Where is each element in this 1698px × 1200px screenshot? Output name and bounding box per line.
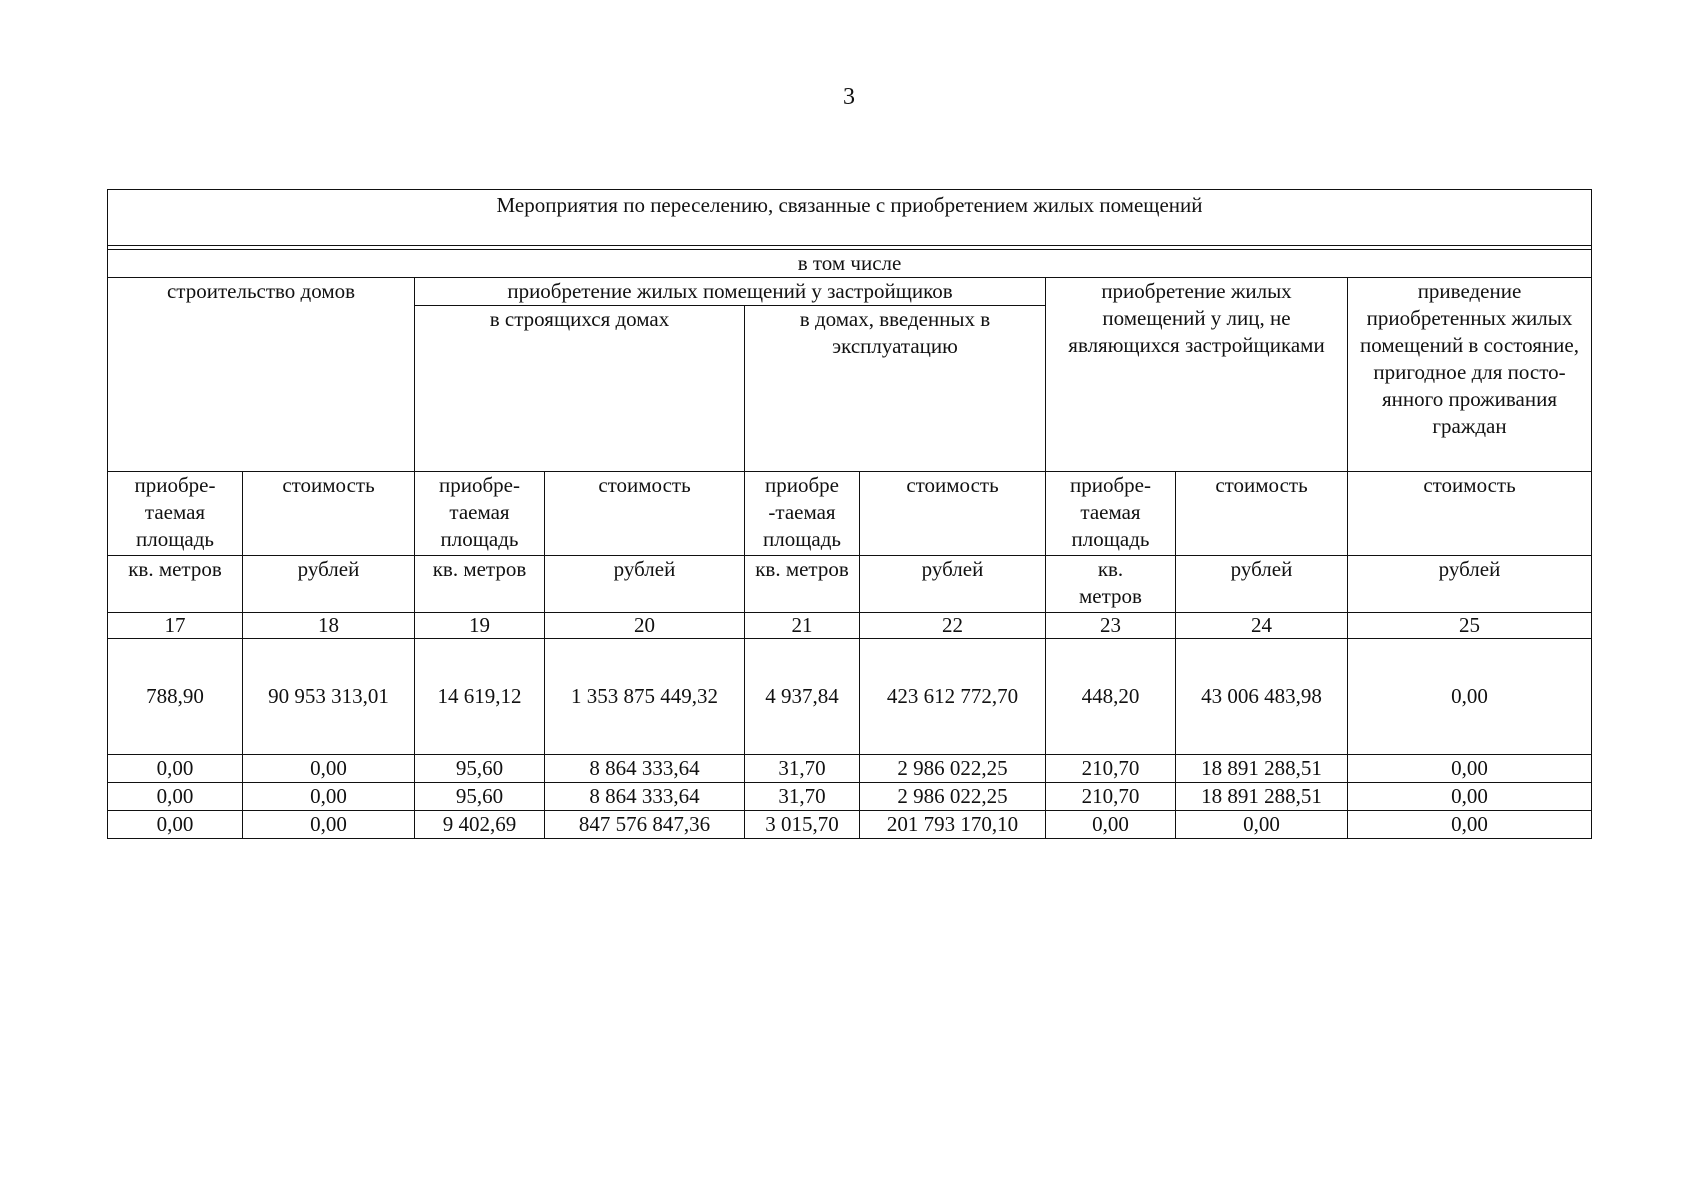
group-construction: строительство домов: [108, 278, 415, 472]
table-cell: 448,20: [1046, 639, 1176, 755]
table-cell: 18 891 288,51: [1176, 783, 1348, 811]
including-header: в том числе: [108, 250, 1592, 278]
metric-header-row: [108, 472, 1592, 556]
table-cell: 423 612 772,70: [860, 639, 1046, 755]
table-cell: 0,00: [243, 755, 415, 783]
table-cell: 9 402,69: [415, 811, 545, 839]
metric-header: приобре-таемая площадь: [1046, 472, 1176, 556]
table-cell: 95,60: [415, 755, 545, 783]
subgroup-under-construction: в строящихся домах: [415, 306, 745, 472]
table-cell: 8 864 333,64: [545, 755, 745, 783]
table-cell: 847 576 847,36: [545, 811, 745, 839]
table-cell: 43 006 483,98: [1176, 639, 1348, 755]
table-cell: 0,00: [108, 811, 243, 839]
table-cell: 2 986 022,25: [860, 755, 1046, 783]
unit-cell: кв. метров: [108, 556, 243, 613]
table-cell: 31,70: [745, 755, 860, 783]
subgroup-commissioned: в домах, введенных в эксплуатацию: [745, 306, 1046, 472]
group-non-developers: приобретение жилых помещений у лиц, не являющихся застройщиками: [1046, 278, 1348, 472]
table-cell: 3 015,70: [745, 811, 860, 839]
table-row: [108, 783, 1592, 811]
table-cell: 2 986 022,25: [860, 783, 1046, 811]
unit-cell: рублей: [545, 556, 745, 613]
group-developers: приобретение жилых помещений у застройщиков: [415, 278, 1046, 306]
table-cell: 18 891 288,51: [1176, 755, 1348, 783]
table-cell: 90 953 313,01: [243, 639, 415, 755]
column-number: 24: [1176, 613, 1348, 639]
table-cell: 788,90: [108, 639, 243, 755]
unit-row: [108, 556, 1592, 613]
column-number: 22: [860, 613, 1046, 639]
group-bringing-to-condition: приведение приобретенных жилых помещений в состояние, пригодное для посто-янного проживания граждан: [1348, 278, 1592, 472]
unit-cell: кв. метров: [1046, 556, 1176, 613]
table-cell: 14 619,12: [415, 639, 545, 755]
table-cell: 0,00: [243, 783, 415, 811]
metric-header: приобре-таемая площадь: [415, 472, 545, 556]
column-number: 21: [745, 613, 860, 639]
metric-header: стоимость: [545, 472, 745, 556]
unit-cell: кв. метров: [415, 556, 545, 613]
table-title-row: [108, 190, 1592, 246]
table-cell: 210,70: [1046, 783, 1176, 811]
table-cell: 0,00: [1348, 783, 1592, 811]
table-cell: 0,00: [1046, 811, 1176, 839]
group-header-row: [108, 278, 1592, 306]
table-cell: 0,00: [1348, 639, 1592, 755]
unit-cell: кв. метров: [745, 556, 860, 613]
table-cell: 210,70: [1046, 755, 1176, 783]
column-number: 19: [415, 613, 545, 639]
metric-header: стоимость: [1348, 472, 1592, 556]
table-cell: 31,70: [745, 783, 860, 811]
unit-cell: рублей: [1176, 556, 1348, 613]
page-number: 3: [843, 84, 855, 110]
resettlement-table: [107, 189, 1592, 839]
metric-header: стоимость: [860, 472, 1046, 556]
table-cell: 4 937,84: [745, 639, 860, 755]
table-cell: 0,00: [108, 755, 243, 783]
table-title: Мероприятия по переселению, связанные с приобретением жилых помещений: [108, 190, 1592, 246]
table-cell: 8 864 333,64: [545, 783, 745, 811]
table-cell: 0,00: [1348, 755, 1592, 783]
column-number: 18: [243, 613, 415, 639]
column-number: 20: [545, 613, 745, 639]
column-number: 25: [1348, 613, 1592, 639]
unit-cell: рублей: [1348, 556, 1592, 613]
table-cell: 0,00: [108, 783, 243, 811]
column-number: 17: [108, 613, 243, 639]
including-row: [108, 250, 1592, 278]
unit-cell: рублей: [860, 556, 1046, 613]
metric-header: приобре-таемая площадь: [108, 472, 243, 556]
table-cell: 0,00: [243, 811, 415, 839]
table-row: [108, 811, 1592, 839]
metric-header: приобре -таемая площадь: [745, 472, 860, 556]
table-cell: 95,60: [415, 783, 545, 811]
column-number: 23: [1046, 613, 1176, 639]
unit-cell: рублей: [243, 556, 415, 613]
table-row: [108, 755, 1592, 783]
table-cell: 0,00: [1176, 811, 1348, 839]
table-cell: 201 793 170,10: [860, 811, 1046, 839]
metric-header: стоимость: [243, 472, 415, 556]
metric-header: стоимость: [1176, 472, 1348, 556]
column-number-row: [108, 613, 1592, 639]
table-cell: 1 353 875 449,32: [545, 639, 745, 755]
table-row: [108, 639, 1592, 755]
table-cell: 0,00: [1348, 811, 1592, 839]
